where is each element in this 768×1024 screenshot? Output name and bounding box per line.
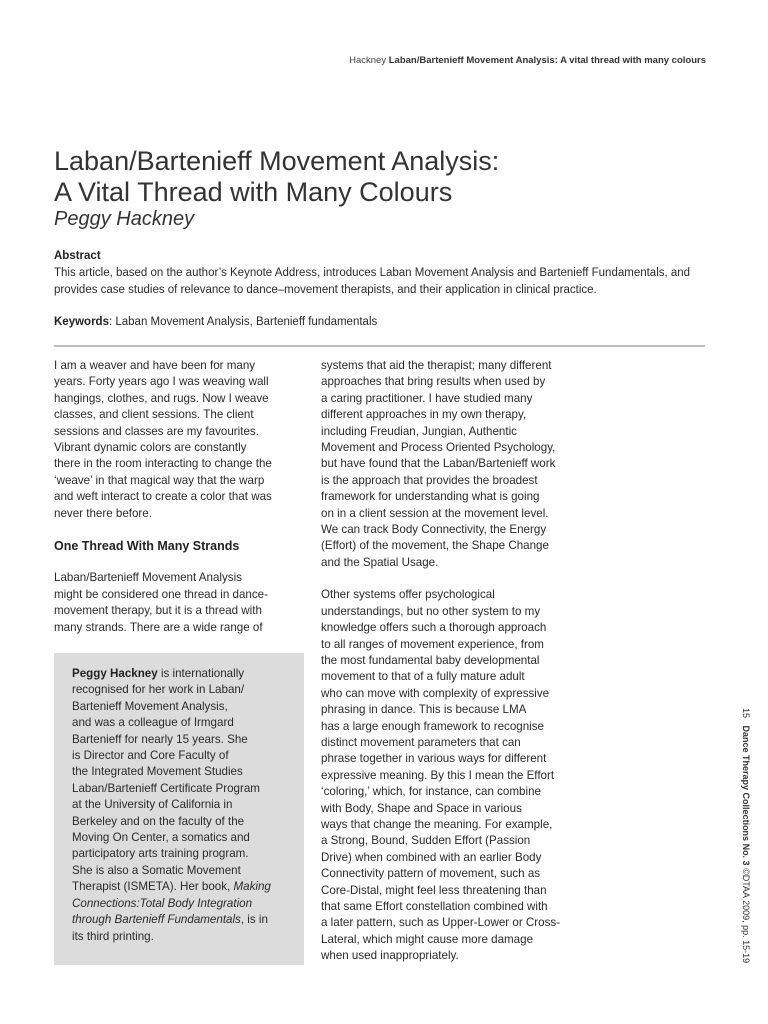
keywords	[54, 316, 377, 328]
abstract-heading: Abstract	[54, 250, 101, 262]
running-head	[349, 55, 706, 66]
author-bio-box	[54, 653, 304, 965]
journal-name: Dance Therapy Collections No. 3	[741, 725, 751, 866]
book-title: Making Connections:Total Body Integration through Bartenieff Fundamentals	[72, 880, 271, 927]
author-bio-name: Peggy Hackney	[72, 667, 158, 680]
author-bio-part2: , is in its third printing.	[72, 913, 268, 943]
keywords-separator: :	[108, 316, 116, 328]
body-paragraph: I am a weaver and have been for many years. Forty years ago I was weaving wall hangings, clothes, and rugs. Now I weave classes, and client sessions. The client sessions and classes are my favourites. Vibrant dynamic colors are constantly there in the room interacting to change the ‘weave’ in that magical way that the warp and weft interact to create a color that was never there before.	[54, 359, 272, 520]
citation: ©DTAA 2009, pp. 15-19	[741, 868, 751, 964]
body-paragraph: Laban/Bartenieff Movement Analysis might be considered one thread in dance- movement therapy, but it is a thread with many strands. There are a wide range of	[54, 571, 268, 634]
keywords-text: Laban Movement Analysis, Bartenieff fundamentals	[115, 316, 378, 328]
vertical-footer	[739, 708, 753, 964]
right-column	[321, 358, 589, 965]
body-paragraph: systems that aid the therapist; many different approaches that bring results when used by a caring practitioner. I have studied many different approaches in my own therapy, including Freudian, Jungian, Authentic Movement and Process Oriented Psychology, but have found that the Laban/Bartenieff work is the approach that provides the broadest framework for understanding what is going on in a client session at the movement level. We can track Body Connectivity, the Energy (Effort) of the movement, the Shape Change and the Spatial Usage.	[321, 359, 556, 569]
article-author: Peggy Hackney	[54, 208, 195, 230]
body-paragraph: Other systems offer psychological understandings, but no other system to my knowledge offers such a thorough approach to all ranges of movement experience, from the most fundamental baby developmental movement to that of a fully mature adult who can move with complexity of expressive phrasing in dance. This is because LMA has a large enough framework to recognise distinct movement parameters that can phrase together in various ways for different expressive meaning. By this I mean the Effort ‘coloring,’ which, for instance, can combine with Body, Shape and Space in various ways that change the meaning. For example, a Strong, Bound, Sudden Effort (Passion Drive) when combined with an earlier Body Connectivity pattern of movement, such as Core-Distal, might feel less threatening than that same Effort constellation combined with a later pattern, such as Upper-Lower or Cross- Lateral, which might cause more damage when used inappropriately.	[321, 588, 561, 963]
article-title-line2: A Vital Thread with Many Colours	[54, 177, 453, 207]
section-heading: One Thread With Many Strands	[54, 539, 240, 554]
article-title	[54, 146, 714, 208]
running-head-title: Laban/Bartenieff Movement Analysis: A vital thread with many colours	[388, 55, 706, 66]
author-bio-text	[72, 666, 300, 945]
page-number: 15	[741, 708, 751, 719]
article-title-line1: Laban/Bartenieff Movement Analysis:	[54, 146, 500, 176]
author-bio-part1: is internationally recognised for her work in Laban/ Bartenieff Movement Analysis, and was a colleague of Irmgard Bartenieff for nearly 15 years. She is Director and Core Faculty of the Integrated Movement Studies Laban/Bartenieff Certificate Program at the University of California in Berkeley and on the faculty of the Moving On Center, a somatics and participatory arts training program. She is also a Somatic Movement Therapist (ISMETA). Her book,	[72, 667, 260, 894]
left-column	[54, 358, 304, 636]
abstract-text: This article, based on the author’s Keynote Address, introduces Laban Movement Analysis and Bartenieff Fundamentals, and provides case studies of relevance to dance–movement therapists, and their application in clinical practice.	[54, 267, 691, 296]
running-head-author: Hackney	[349, 55, 387, 66]
section-divider	[54, 345, 705, 347]
keywords-label: Keywords	[54, 316, 109, 328]
